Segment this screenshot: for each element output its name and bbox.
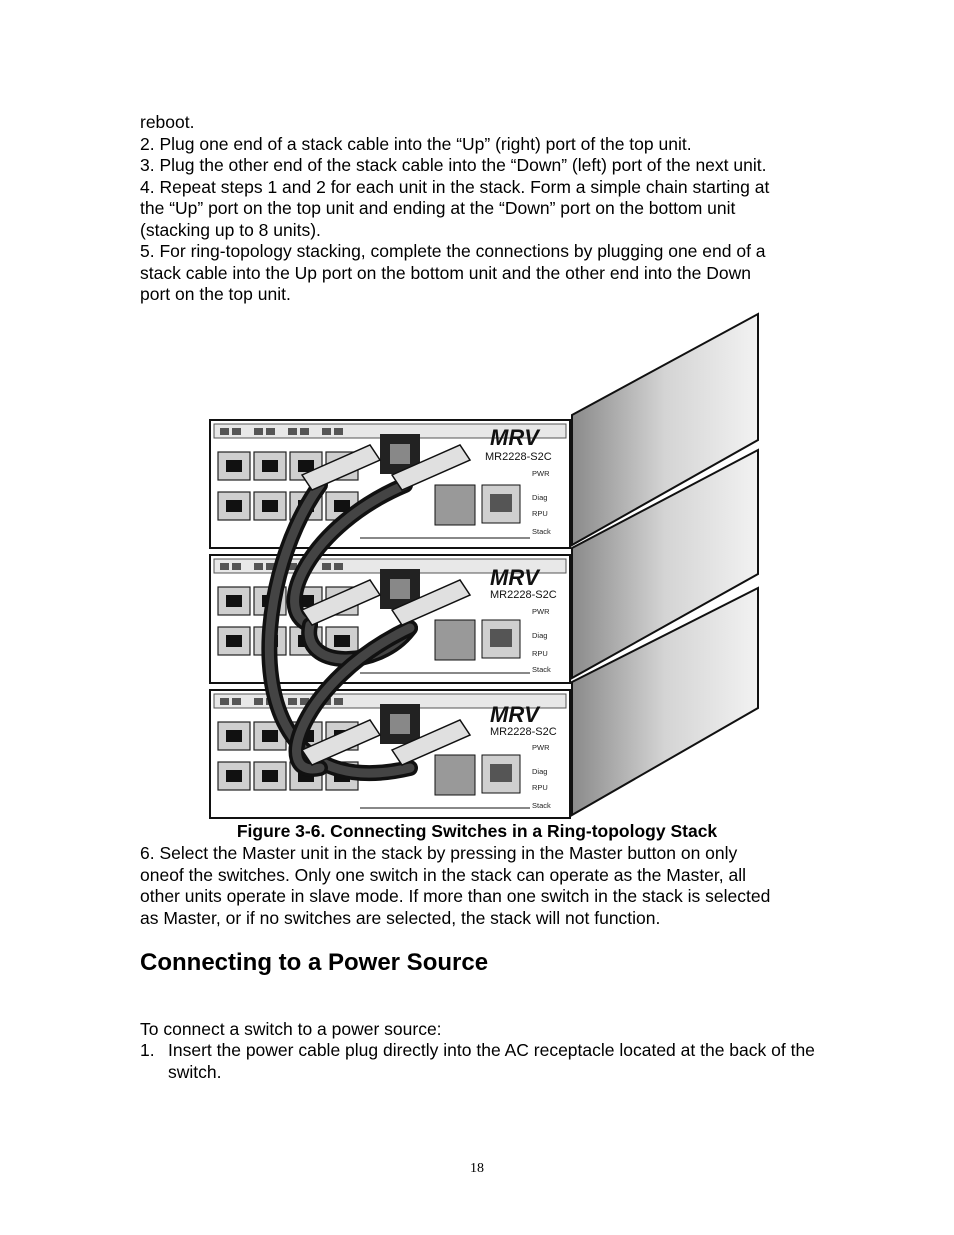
text-line: other units operate in slave mode. If more than one switch in the stack is selected — [140, 886, 771, 906]
svg-text:MRV: MRV — [490, 425, 539, 450]
text-line: 2. Plug one end of a stack cable into the “Up” (right) port of the top unit. — [140, 133, 692, 154]
svg-text:RPU: RPU — [532, 509, 548, 518]
svg-text:MR2228-S2C: MR2228-S2C — [485, 451, 552, 463]
text-line: reboot. — [140, 112, 195, 132]
svg-text:Stack: Stack — [532, 801, 551, 810]
text-line: 4. Repeat steps 1 and 2 for each unit in the stack. Form a simple chain starting at — [140, 176, 770, 197]
text-line: 6. Select the Master unit in the stack by pressing in the Master button on only — [140, 843, 738, 863]
text-line: oneof the switches. Only one switch in the stack can operate as the Master, all — [140, 864, 747, 885]
text-line: 3. Plug the other end of the stack cable into the “Down” (left) port of the next unit. — [140, 155, 767, 175]
intro-paragraphs — [140, 112, 830, 306]
section-heading: Connecting to a Power Source — [140, 949, 489, 976]
svg-text:MR2228-S2C: MR2228-S2C — [490, 589, 557, 601]
svg-text:PWR: PWR — [532, 469, 550, 478]
power-intro: To connect a switch to a power source: — [140, 1019, 442, 1039]
svg-text:PWR: PWR — [532, 607, 550, 616]
page-number: 18 — [470, 1161, 484, 1176]
figure-caption: Figure 3-6. Connecting Switches in a Ring-topology Stack — [236, 821, 718, 841]
svg-text:MR2228-S2C: MR2228-S2C — [490, 726, 557, 738]
text-line: stack cable into the Up port on the bottom unit and the other end into the Down — [140, 262, 751, 283]
svg-text:Stack: Stack — [532, 527, 551, 536]
svg-text:Diag: Diag — [532, 767, 548, 776]
text-line: port on the top unit. — [140, 284, 291, 304]
svg-text:MRV: MRV — [490, 702, 539, 727]
svg-text:Diag: Diag — [532, 631, 548, 640]
svg-text:MRV: MRV — [490, 565, 539, 590]
svg-text:PWR: PWR — [532, 743, 550, 752]
svg-text:Diag: Diag — [532, 493, 548, 502]
step6-paragraph — [140, 843, 830, 929]
list-text: Insert the power cable plug directly into the AC receptacle located at the back of the switch. — [168, 1040, 815, 1082]
svg-text:Stack: Stack — [532, 665, 551, 674]
text-line: (stacking up to 8 units). — [140, 219, 321, 240]
list-number: 1. — [140, 1040, 155, 1060]
text-line: 5. For ring-topology stacking, complete the connections by plugging one end of a — [140, 241, 766, 261]
stack-figure — [160, 310, 790, 820]
text-line: the “Up” port on the top unit and ending at the “Down” port on the bottom unit — [140, 198, 736, 218]
switch-stack-illustration — [160, 310, 790, 820]
svg-text:RPU: RPU — [532, 783, 548, 792]
svg-text:RPU: RPU — [532, 649, 548, 658]
text-line: as Master, or if no switches are selected, the stack will not function. — [140, 907, 661, 928]
